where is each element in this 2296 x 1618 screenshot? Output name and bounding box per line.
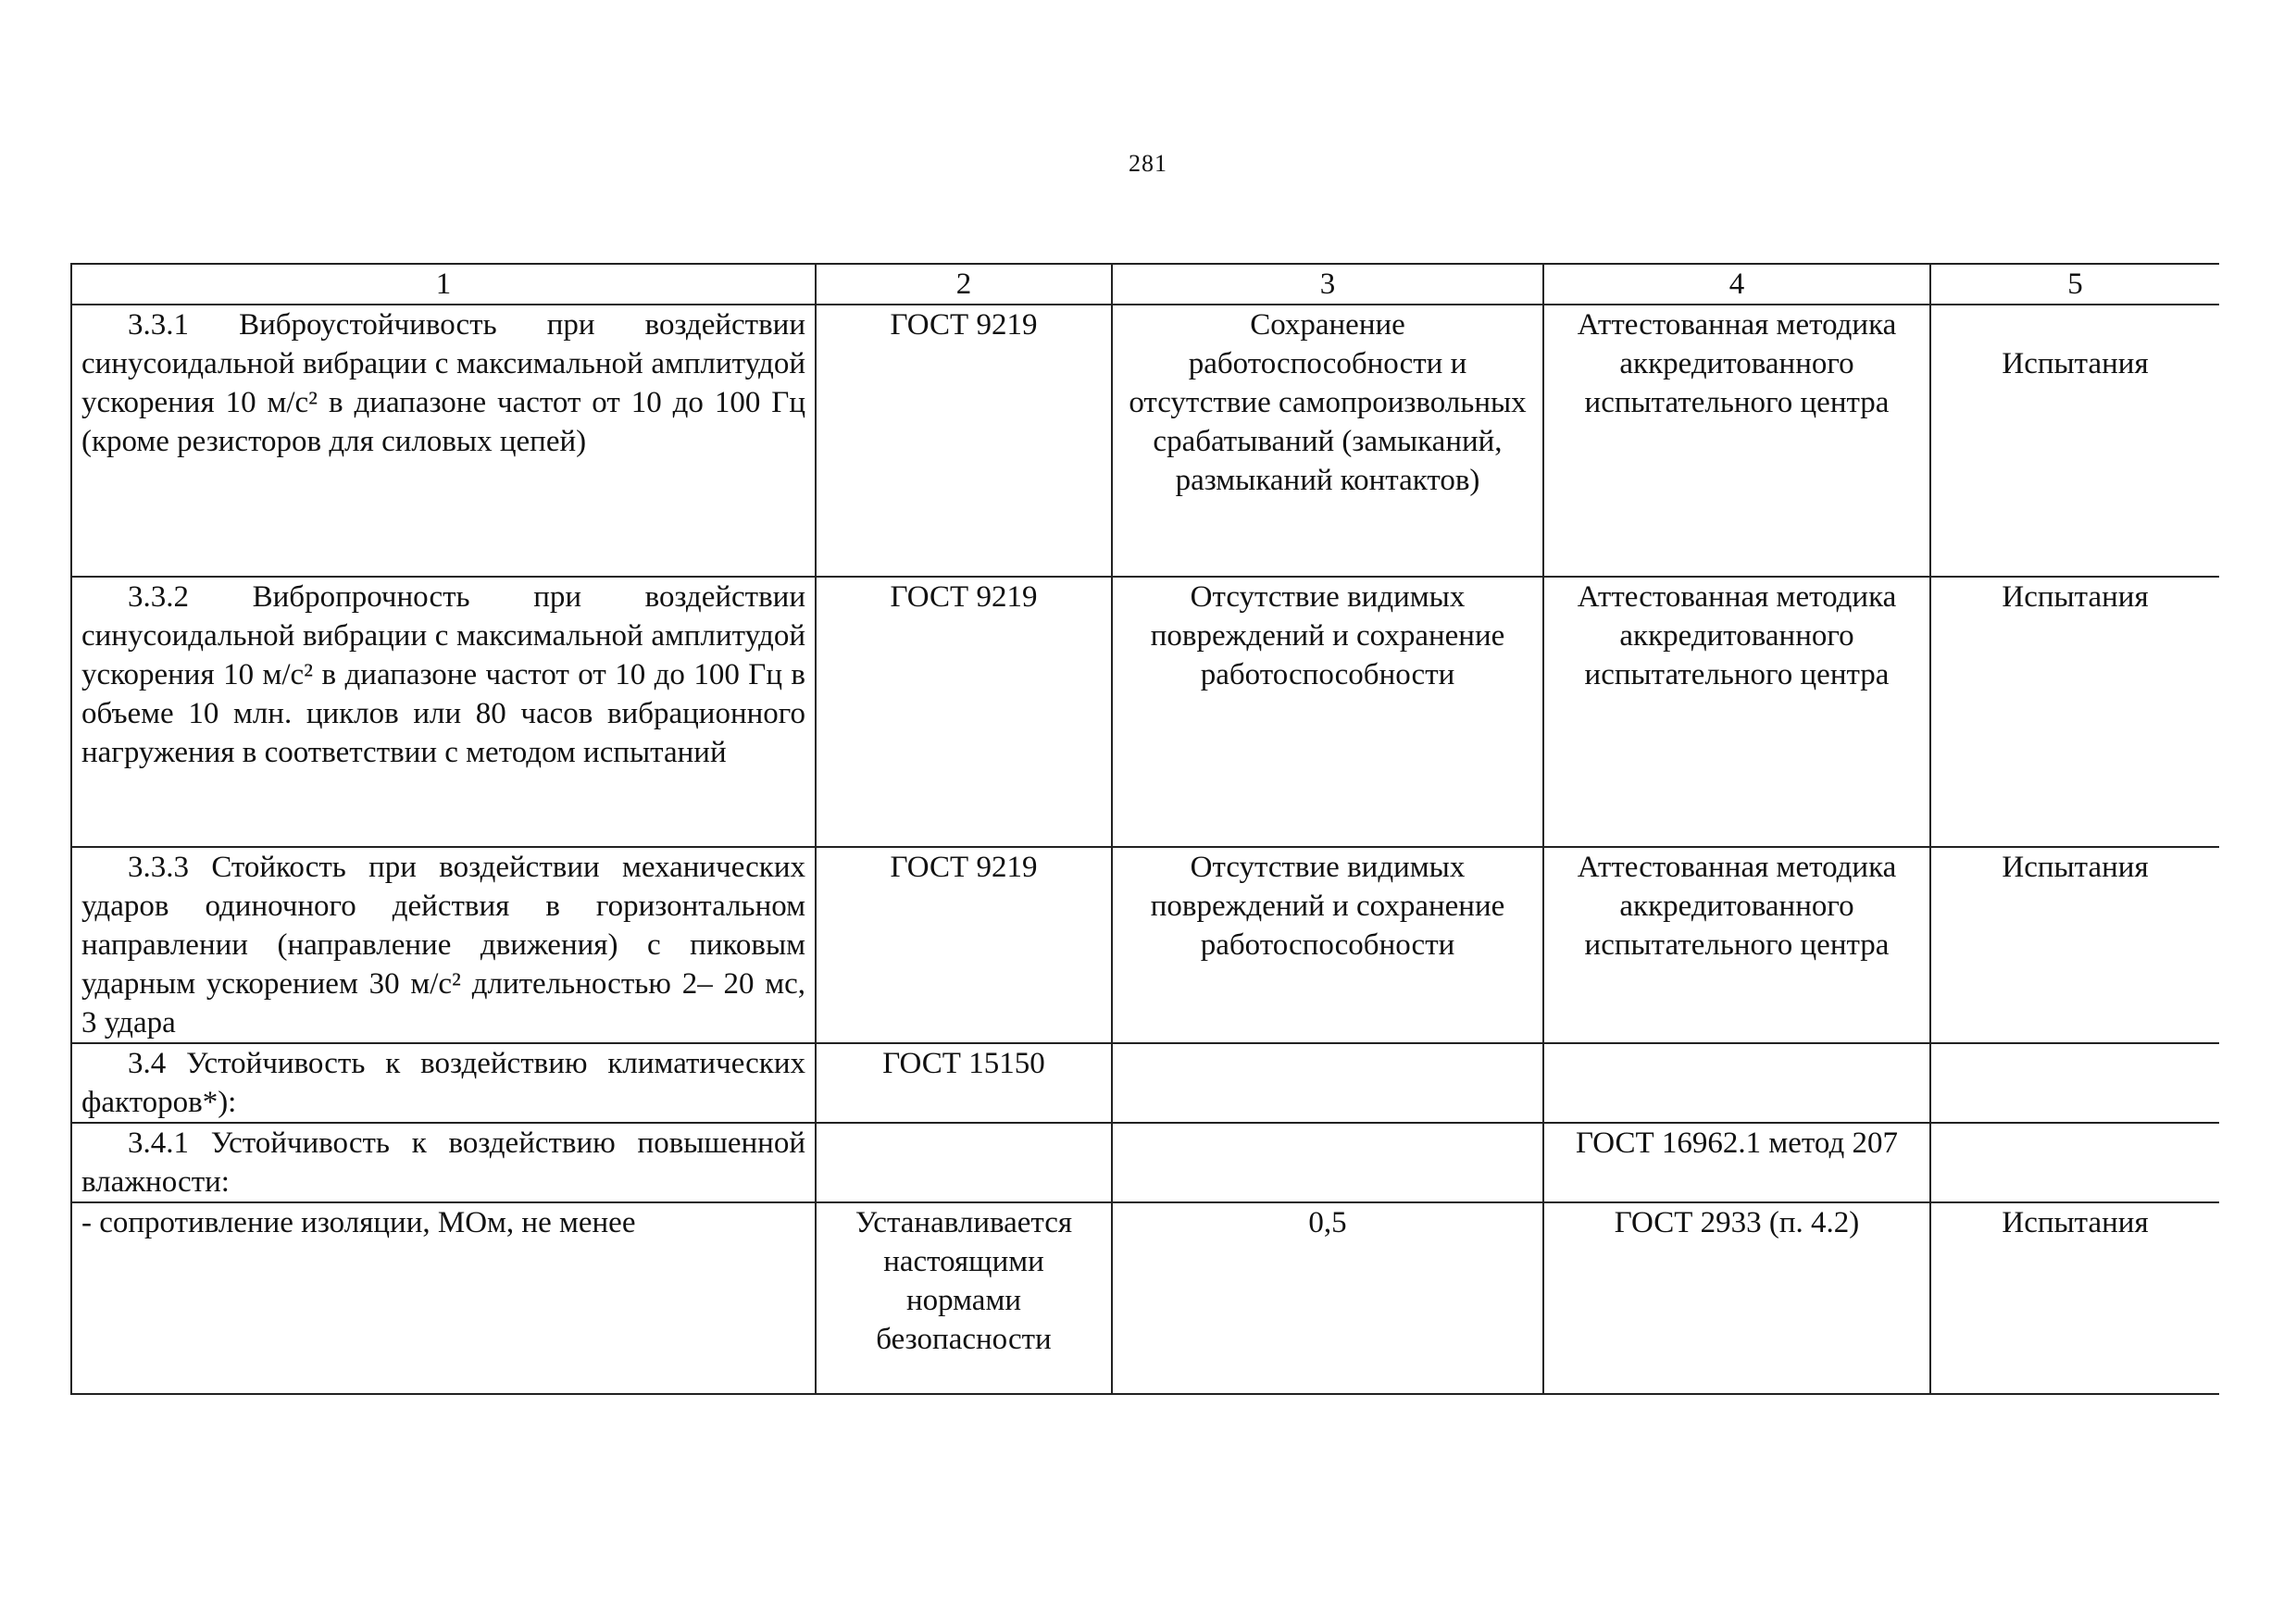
- method-cell: [1543, 1043, 1930, 1123]
- requirement-cell: 3.3.3 Стойкость при воздействии механических ударов одиночного действия в горизонтальном направлении (направление движения) с пиковым ударным ускорением 30 м/с² длительностью 2– 20 мс, 3 удара: [71, 847, 816, 1043]
- method-cell: ГОСТ 16962.1 метод 207: [1543, 1123, 1930, 1202]
- criterion-cell: Отсутствие видимых повреждений и сохранение работоспособности: [1112, 577, 1543, 847]
- control-type-cell: Испытания: [1930, 577, 2219, 847]
- requirement-cell: 3.4.1 Устойчивость к воздействию повышенной влажности:: [71, 1123, 816, 1202]
- control-type-cell: [1930, 1043, 2219, 1123]
- requirement-cell: 3.3.1 Виброустойчивость при воздействии синусоидальной вибрации с максимальной амплитудой ускорения 10 м/с² в диапазоне частот от 10 до 100 Гц (кроме резисторов для силовых цепей): [71, 305, 816, 577]
- standard-cell: ГОСТ 9219: [816, 847, 1112, 1043]
- control-type-cell: Испытания: [1930, 1202, 2219, 1394]
- requirement-cell: 3.4 Устойчивость к воздействию климатических факторов*):: [71, 1043, 816, 1123]
- column-header-4: 4: [1543, 264, 1930, 305]
- method-cell: ГОСТ 2933 (п. 4.2): [1543, 1202, 1930, 1394]
- table-row: [71, 847, 2219, 1043]
- standard-cell: ГОСТ 9219: [816, 577, 1112, 847]
- criterion-cell: 0,5: [1112, 1202, 1543, 1394]
- page-number: 281: [1129, 150, 1167, 177]
- criterion-cell: Сохранение работоспособности и отсутствие самопроизвольных срабатываний (замыканий, размыканий контактов): [1112, 305, 1543, 577]
- control-type-cell: Испытания: [1930, 847, 2219, 1043]
- table-header-row: [71, 264, 2219, 305]
- table-row: [71, 577, 2219, 847]
- table-row: [71, 1123, 2219, 1202]
- criterion-cell: [1112, 1043, 1543, 1123]
- table-row: [71, 1202, 2219, 1394]
- control-type-cell: Испытания: [1930, 305, 2219, 577]
- method-cell: Аттестованная методика аккредитованного испытательного центра: [1543, 847, 1930, 1043]
- control-type-cell: [1930, 1123, 2219, 1202]
- standard-cell: ГОСТ 9219: [816, 305, 1112, 577]
- criterion-cell: Отсутствие видимых повреждений и сохранение работоспособности: [1112, 847, 1543, 1043]
- standard-cell: ГОСТ 15150: [816, 1043, 1112, 1123]
- method-cell: Аттестованная методика аккредитованного испытательного центра: [1543, 577, 1930, 847]
- requirements-table: [70, 263, 2219, 1395]
- requirement-cell: - сопротивление изоляции, МОм, не менее: [71, 1202, 816, 1394]
- table-row: [71, 1043, 2219, 1123]
- column-header-1: 1: [71, 264, 816, 305]
- column-header-2: 2: [816, 264, 1112, 305]
- column-header-5: 5: [1930, 264, 2219, 305]
- method-cell: Аттестованная методика аккредитованного испытательного центра: [1543, 305, 1930, 577]
- standard-cell: Устанавливается настоящими нормами безопасности: [816, 1202, 1112, 1394]
- criterion-cell: [1112, 1123, 1543, 1202]
- standard-cell: [816, 1123, 1112, 1202]
- requirement-cell: 3.3.2 Вибропрочность при воздействии синусоидальной вибрации с максимальной амплитудой ускорения 10 м/с² в диапазоне частот от 10 до 100 Гц в объеме 10 млн. циклов или 80 часов вибрационного нагружения в соответствии с методом испытаний: [71, 577, 816, 847]
- table-row: [71, 305, 2219, 577]
- column-header-3: 3: [1112, 264, 1543, 305]
